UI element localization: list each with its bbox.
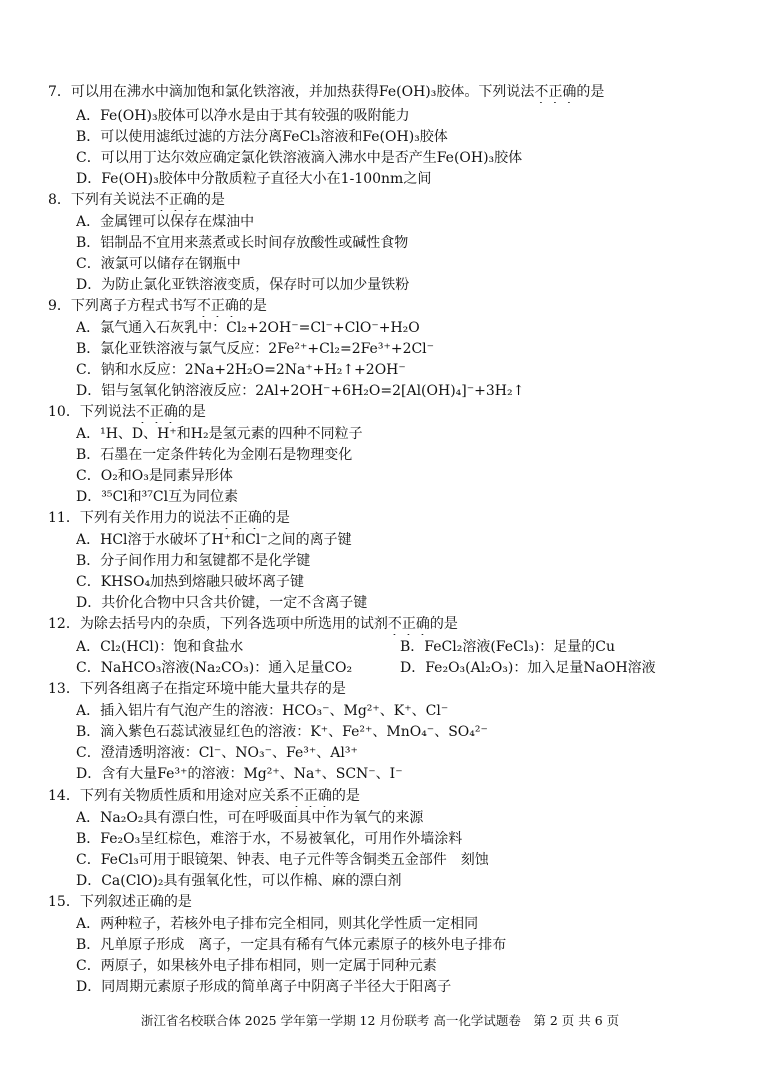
question-13-stem: 13．下列各组离子在指定环境中能大量共存的是 <box>48 681 346 697</box>
question-7-option-c: C．可以用丁达尔效应确定氯化铁溶液滴入沸水中是否产生Fe(OH)₃胶体 <box>76 150 523 166</box>
question-11-option-c: C．KHSO₄加热到熔融只破坏离子键 <box>76 574 305 590</box>
question-10-option-d: D．³⁵Cl和³⁷Cl互为同位素 <box>76 489 239 505</box>
question-10-option-b: B．石墨在一定条件转化为金刚石是物理变化 <box>76 447 353 463</box>
emphasis-text: 不正确 <box>534 84 577 100</box>
question-11-stem: 11．下列有关作用力的说法不正确的是 <box>48 510 290 526</box>
question-12-option-b: B．FeCl₂溶液(FeCl₃)：足量的Cu <box>400 639 616 655</box>
emphasis-text: 不正确 <box>154 192 197 208</box>
question-15-option-a: A．两种粒子，若核外电子排布完全相同，则其化学性质一定相同 <box>76 916 479 932</box>
emphasis-text: 不正确 <box>196 298 239 314</box>
question-8-option-c: C．液氯可以储存在钢瓶中 <box>76 256 241 272</box>
question-10-stem: 10．下列说法不正确的是 <box>48 404 206 420</box>
question-7-stem: 7．可以用在沸水中滴加饱和氯化铁溶液，并加热获得Fe(OH)₃胶体。下列说法不正确的是 <box>48 84 605 100</box>
question-12-stem: 12．为除去括号内的杂质，下列各选项中所选用的试剂不正确的是 <box>48 616 458 632</box>
question-15-option-c: C．两原子，如果核外电子排布相同，则一定属于同种元素 <box>76 958 437 974</box>
question-11-option-b: B．分子间作用力和氢键都不是化学键 <box>76 553 311 569</box>
emphasis-text: 不正确 <box>289 788 332 804</box>
question-7-option-b: B．可以使用滤纸过滤的方法分离FeCl₃溶液和Fe(OH)₃胶体 <box>76 129 448 145</box>
question-14-option-d: D．Ca(ClO)₂具有强氧化性，可以作棉、麻的漂白剂 <box>76 873 402 889</box>
question-15-option-b: B．凡单原子形成 离子，一定具有稀有气体元素原子的核外电子排布 <box>76 937 507 953</box>
emphasis-text: 不正确 <box>219 510 262 526</box>
question-9-option-a: A．氯气通入石灰乳中：Cl₂+2OH⁻=Cl⁻+ClO⁻+H₂O <box>76 320 420 336</box>
question-12-option-a: A．Cl₂(HCl)：饱和食盐水 <box>76 639 244 655</box>
question-14-stem: 14．下列有关物质性质和用途对应关系不正确的是 <box>48 788 360 804</box>
question-13-option-a: A．插入铝片有气泡产生的溶液：HCO₃⁻、Mg²⁺、K⁺、Cl⁻ <box>76 703 449 719</box>
question-14-option-c: C．FeCl₃可用于眼镜架、钟表、电子元件等含铜类五金部件 刻蚀 <box>76 852 489 868</box>
question-11-option-a: A．HCl溶于水破坏了H⁺和Cl⁻之间的离子键 <box>76 532 352 548</box>
question-9-option-d: D．铝与氢氧化钠溶液反应：2Al+2OH⁻+6H₂O=2[Al(OH)₄]⁻+3H₂↑ <box>76 383 525 399</box>
page-footer: 浙江省名校联合体 2025 学年第一学期 12 月份联考 高一化学试题卷 第 2 页 共 6 页 <box>140 1013 620 1028</box>
question-11-option-d: D．共价化合物中只含共价键，一定不含离子键 <box>76 595 368 611</box>
question-8-option-d: D．为防止氯化亚铁溶液变质，保存时可以加少量铁粉 <box>76 277 410 293</box>
emphasis-text: 不正确 <box>387 616 430 632</box>
question-7-option-a: A．Fe(OH)₃胶体可以净水是由于其有较强的吸附能力 <box>76 108 410 124</box>
question-13-option-c: C．澄清透明溶液：Cl⁻、NO₃⁻、Fe³⁺、Al³⁺ <box>76 745 358 761</box>
question-14-option-b: B．Fe₂O₃呈红棕色，难溶于水，不易被氧化，可用作外墙涂料 <box>76 831 463 847</box>
emphasis-text: 不正确 <box>135 404 178 420</box>
question-15-option-d: D．同周期元素原子形成的简单离子中阴离子半径大于阳离子 <box>76 979 452 995</box>
question-13-option-b: B．滴入紫色石蕊试液显红色的溶液：K⁺、Fe²⁺、MnO₄⁻、SO₄²⁻ <box>76 724 488 740</box>
question-12-option-c: C．NaHCO₃溶液(Na₂CO₃)：通入足量CO₂ <box>76 660 353 676</box>
question-8-option-a: A．金属锂可以保存在煤油中 <box>76 214 255 230</box>
question-7-option-d: D．Fe(OH)₃胶体中分散质粒子直径大小在1-100nm之间 <box>76 171 432 187</box>
question-13-option-d: D．含有大量Fe³⁺的溶液：Mg²⁺、Na⁺、SCN⁻、I⁻ <box>76 766 403 782</box>
question-9-option-b: B．氯化亚铁溶液与氯气反应：2Fe²⁺+Cl₂=2Fe³⁺+2Cl⁻ <box>76 341 435 357</box>
question-9-stem: 9．下列离子方程式书写不正确的是 <box>48 298 267 314</box>
question-14-option-a: A．Na₂O₂具有漂白性，可在呼吸面具中作为氧气的来源 <box>76 810 424 826</box>
question-12-option-d: D．Fe₂O₃(Al₂O₃)：加入足量NaOH溶液 <box>400 660 656 676</box>
question-10-option-c: C．O₂和O₃是同素异形体 <box>76 468 233 484</box>
question-9-option-c: C．钠和水反应：2Na+2H₂O=2Na⁺+H₂↑+2OH⁻ <box>76 362 406 378</box>
question-8-option-b: B．铝制品不宜用来蒸煮或长时间存放酸性或碱性食物 <box>76 235 409 251</box>
question-8-stem: 8．下列有关说法不正确的是 <box>48 192 225 208</box>
question-10-option-a: A．¹H、D、H⁺和H₂是氢元素的四种不同粒子 <box>76 426 363 442</box>
question-15-stem: 15．下列叙述正确的是 <box>48 894 192 910</box>
